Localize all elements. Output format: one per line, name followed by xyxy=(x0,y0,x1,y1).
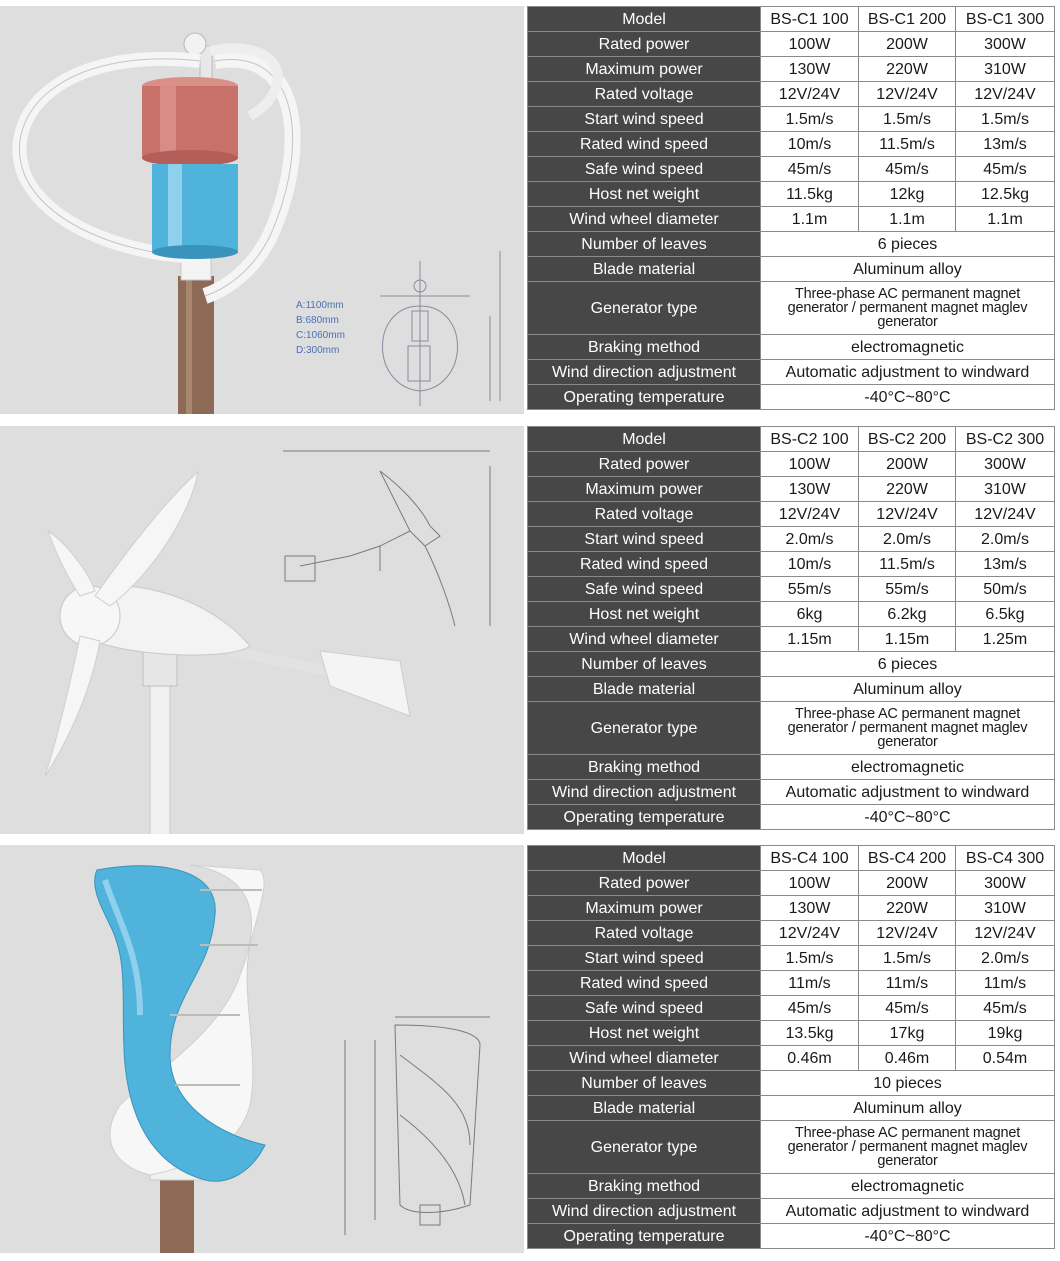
value-cell: Automatic adjustment to windward xyxy=(761,1199,1055,1224)
model-cell: BS-C2 100 xyxy=(761,427,859,452)
value-cell: -40°C~80°C xyxy=(761,1224,1055,1249)
table-row xyxy=(528,780,1055,805)
spec-table-c2 xyxy=(527,426,1055,830)
table-row xyxy=(528,32,1055,57)
value-cell: 6.5kg xyxy=(956,602,1055,627)
model-cell: BS-C2 300 xyxy=(956,427,1055,452)
row-label: Number of leaves xyxy=(528,1071,761,1096)
row-label: Wind wheel diameter xyxy=(528,207,761,232)
table-row xyxy=(528,896,1055,921)
value-cell: 220W xyxy=(859,896,956,921)
product-image-c4 xyxy=(0,845,524,1253)
value-cell: Automatic adjustment to windward xyxy=(761,360,1055,385)
value-cell: 2.0m/s xyxy=(956,527,1055,552)
value-cell: -40°C~80°C xyxy=(761,385,1055,410)
value-cell: 11.5m/s xyxy=(859,552,956,577)
turbine-c4-illustration xyxy=(0,845,524,1253)
product-image-c1 xyxy=(0,6,524,414)
row-label: Wind wheel diameter xyxy=(528,1046,761,1071)
row-label: Generator type xyxy=(528,282,761,335)
value-cell: 1.5m/s xyxy=(761,107,859,132)
table-row xyxy=(528,257,1055,282)
model-cell: BS-C4 300 xyxy=(956,846,1055,871)
table-row xyxy=(528,1121,1055,1174)
value-cell: 100W xyxy=(761,452,859,477)
value-cell: 12V/24V xyxy=(761,502,859,527)
pole-c2 xyxy=(150,676,170,834)
value-cell: Three-phase AC permanent magnet generator / permanent magnet maglev generator xyxy=(761,702,1055,755)
value-cell: 1.5m/s xyxy=(859,946,956,971)
dimension-drawing-c2 xyxy=(283,451,490,626)
blue-drum-c1 xyxy=(152,164,238,252)
row-label: Rated power xyxy=(528,32,761,57)
table-row xyxy=(528,921,1055,946)
table-row xyxy=(528,946,1055,971)
dimension-drawing-c1 xyxy=(380,251,500,406)
row-label: Start wind speed xyxy=(528,107,761,132)
value-cell: 50m/s xyxy=(956,577,1055,602)
table-row xyxy=(528,996,1055,1021)
table-row xyxy=(528,552,1055,577)
dimension-b: B:680mm xyxy=(296,315,339,326)
blade-c2 xyxy=(48,531,95,596)
value-cell: 12V/24V xyxy=(956,921,1055,946)
value-cell: 45m/s xyxy=(859,157,956,182)
product-panel-c4 xyxy=(0,845,1060,1253)
row-label: Blade material xyxy=(528,677,761,702)
table-row xyxy=(528,1021,1055,1046)
row-label: Operating temperature xyxy=(528,805,761,830)
value-cell: 12V/24V xyxy=(956,82,1055,107)
value-cell: 2.0m/s xyxy=(956,946,1055,971)
row-label: Model xyxy=(528,7,761,32)
value-cell: 300W xyxy=(956,452,1055,477)
value-cell: 6 pieces xyxy=(761,232,1055,257)
value-cell: 100W xyxy=(761,32,859,57)
value-cell: 45m/s xyxy=(761,157,859,182)
row-label: Rated power xyxy=(528,871,761,896)
model-cell: BS-C4 200 xyxy=(859,846,956,871)
table-row xyxy=(528,627,1055,652)
value-cell: 1.15m xyxy=(761,627,859,652)
value-cell: 200W xyxy=(859,871,956,896)
table-row xyxy=(528,971,1055,996)
row-label: Safe wind speed xyxy=(528,157,761,182)
value-cell: 6 pieces xyxy=(761,652,1055,677)
row-label: Rated power xyxy=(528,452,761,477)
value-cell: 130W xyxy=(761,896,859,921)
value-cell: 200W xyxy=(859,452,956,477)
row-label: Model xyxy=(528,427,761,452)
value-cell: 130W xyxy=(761,57,859,82)
value-cell: 2.0m/s xyxy=(859,527,956,552)
row-label: Generator type xyxy=(528,1121,761,1174)
blade-c2 xyxy=(95,472,198,606)
row-label: Host net weight xyxy=(528,1021,761,1046)
row-label: Start wind speed xyxy=(528,527,761,552)
product-image-c2 xyxy=(0,426,524,834)
row-label: Wind direction adjustment xyxy=(528,1199,761,1224)
value-cell: -40°C~80°C xyxy=(761,805,1055,830)
dimension-list-c1 xyxy=(296,298,345,358)
table-row xyxy=(528,427,1055,452)
value-cell: 45m/s xyxy=(761,996,859,1021)
model-cell: BS-C1 300 xyxy=(956,7,1055,32)
row-label: Rated voltage xyxy=(528,921,761,946)
table-row xyxy=(528,232,1055,257)
table-row xyxy=(528,1046,1055,1071)
dimension-drawing-c4 xyxy=(345,1017,490,1235)
value-cell: 310W xyxy=(956,477,1055,502)
table-row xyxy=(528,182,1055,207)
value-cell: electromagnetic xyxy=(761,755,1055,780)
value-cell: 10m/s xyxy=(761,132,859,157)
row-label: Rated wind speed xyxy=(528,971,761,996)
table-row xyxy=(528,385,1055,410)
row-label: Rated voltage xyxy=(528,82,761,107)
model-cell: BS-C1 200 xyxy=(859,7,956,32)
value-cell: 12.5kg xyxy=(956,182,1055,207)
value-cell: 45m/s xyxy=(956,996,1055,1021)
table-row xyxy=(528,1224,1055,1249)
value-cell: 17kg xyxy=(859,1021,956,1046)
table-row xyxy=(528,846,1055,871)
spec-table-c1 xyxy=(527,6,1055,410)
row-label: Rated voltage xyxy=(528,502,761,527)
value-cell: Aluminum alloy xyxy=(761,1096,1055,1121)
row-label: Operating temperature xyxy=(528,385,761,410)
value-cell: 1.25m xyxy=(956,627,1055,652)
table-row xyxy=(528,702,1055,755)
turbine-c2-illustration xyxy=(0,426,524,834)
dimension-c: C:1060mm xyxy=(296,330,345,341)
model-cell: BS-C2 200 xyxy=(859,427,956,452)
value-cell: Automatic adjustment to windward xyxy=(761,780,1055,805)
row-label: Maximum power xyxy=(528,896,761,921)
row-label: Rated wind speed xyxy=(528,132,761,157)
row-label: Wind direction adjustment xyxy=(528,780,761,805)
value-cell: 220W xyxy=(859,477,956,502)
value-cell: 11m/s xyxy=(859,971,956,996)
table-row xyxy=(528,452,1055,477)
value-cell: 1.1m xyxy=(859,207,956,232)
value-cell: 6kg xyxy=(761,602,859,627)
value-cell: 12V/24V xyxy=(859,921,956,946)
value-cell: 10m/s xyxy=(761,552,859,577)
table-row xyxy=(528,871,1055,896)
value-cell: electromagnetic xyxy=(761,335,1055,360)
value-cell: 19kg xyxy=(956,1021,1055,1046)
table-row xyxy=(528,805,1055,830)
model-cell: BS-C1 100 xyxy=(761,7,859,32)
value-cell: Aluminum alloy xyxy=(761,677,1055,702)
row-label: Host net weight xyxy=(528,602,761,627)
value-cell: 1.15m xyxy=(859,627,956,652)
row-label: Number of leaves xyxy=(528,652,761,677)
product-panel-c2 xyxy=(0,426,1060,834)
value-cell: 55m/s xyxy=(761,577,859,602)
value-cell: 12kg xyxy=(859,182,956,207)
model-cell: BS-C4 100 xyxy=(761,846,859,871)
value-cell: 300W xyxy=(956,871,1055,896)
value-cell: 11m/s xyxy=(761,971,859,996)
dimension-d: D:300mm xyxy=(296,345,340,356)
table-row xyxy=(528,602,1055,627)
table-row xyxy=(528,1174,1055,1199)
value-cell: 12V/24V xyxy=(761,921,859,946)
value-cell: 1.1m xyxy=(956,207,1055,232)
table-row xyxy=(528,57,1055,82)
table-row xyxy=(528,477,1055,502)
value-cell: 13.5kg xyxy=(761,1021,859,1046)
table-row xyxy=(528,7,1055,32)
value-cell: 310W xyxy=(956,896,1055,921)
table-row xyxy=(528,577,1055,602)
value-cell: 12V/24V xyxy=(859,502,956,527)
value-cell: 55m/s xyxy=(859,577,956,602)
blade-c2 xyxy=(45,636,100,776)
value-cell: 130W xyxy=(761,477,859,502)
table-row xyxy=(528,107,1055,132)
value-cell: 1.5m/s xyxy=(859,107,956,132)
row-label: Number of leaves xyxy=(528,232,761,257)
value-cell: Three-phase AC permanent magnet generator / permanent magnet maglev generator xyxy=(761,282,1055,335)
row-label: Rated wind speed xyxy=(528,552,761,577)
dimension-a: A:1100mm xyxy=(296,300,344,311)
table-row xyxy=(528,527,1055,552)
table-row xyxy=(528,132,1055,157)
row-label: Model xyxy=(528,846,761,871)
table-row xyxy=(528,1199,1055,1224)
row-label: Start wind speed xyxy=(528,946,761,971)
row-label: Operating temperature xyxy=(528,1224,761,1249)
value-cell: 1.5m/s xyxy=(761,946,859,971)
table-row xyxy=(528,1071,1055,1096)
row-label: Safe wind speed xyxy=(528,996,761,1021)
value-cell: 1.5m/s xyxy=(956,107,1055,132)
table-row xyxy=(528,335,1055,360)
value-cell: 10 pieces xyxy=(761,1071,1055,1096)
table-row xyxy=(528,652,1055,677)
row-label: Braking method xyxy=(528,335,761,360)
value-cell: 11m/s xyxy=(956,971,1055,996)
value-cell: 200W xyxy=(859,32,956,57)
value-cell: 45m/s xyxy=(859,996,956,1021)
value-cell: 11.5kg xyxy=(761,182,859,207)
table-row xyxy=(528,282,1055,335)
red-drum-c1 xyxy=(142,86,238,158)
product-panel-c1 xyxy=(0,6,1060,414)
row-label: Wind direction adjustment xyxy=(528,360,761,385)
table-row xyxy=(528,755,1055,780)
value-cell: 12V/24V xyxy=(761,82,859,107)
row-label: Blade material xyxy=(528,1096,761,1121)
value-cell: 12V/24V xyxy=(956,502,1055,527)
spec-table-c4 xyxy=(527,845,1055,1249)
table-row xyxy=(528,157,1055,182)
value-cell: 2.0m/s xyxy=(761,527,859,552)
value-cell: 13m/s xyxy=(956,552,1055,577)
table-row xyxy=(528,677,1055,702)
row-label: Braking method xyxy=(528,1174,761,1199)
value-cell: 220W xyxy=(859,57,956,82)
row-label: Host net weight xyxy=(528,182,761,207)
value-cell: 13m/s xyxy=(956,132,1055,157)
value-cell: 11.5m/s xyxy=(859,132,956,157)
turbine-c1-illustration xyxy=(0,6,524,414)
table-row xyxy=(528,360,1055,385)
value-cell: 310W xyxy=(956,57,1055,82)
row-label: Wind wheel diameter xyxy=(528,627,761,652)
table-row xyxy=(528,207,1055,232)
value-cell: 100W xyxy=(761,871,859,896)
value-cell: 12V/24V xyxy=(859,82,956,107)
row-label: Braking method xyxy=(528,755,761,780)
value-cell: Three-phase AC permanent magnet generator / permanent magnet maglev generator xyxy=(761,1121,1055,1174)
row-label: Blade material xyxy=(528,257,761,282)
row-label: Maximum power xyxy=(528,477,761,502)
mast-c4 xyxy=(160,1175,194,1253)
value-cell: 1.1m xyxy=(761,207,859,232)
value-cell: Aluminum alloy xyxy=(761,257,1055,282)
row-label: Generator type xyxy=(528,702,761,755)
value-cell: electromagnetic xyxy=(761,1174,1055,1199)
value-cell: 0.54m xyxy=(956,1046,1055,1071)
row-label: Safe wind speed xyxy=(528,577,761,602)
row-label: Maximum power xyxy=(528,57,761,82)
table-row xyxy=(528,1096,1055,1121)
value-cell: 0.46m xyxy=(761,1046,859,1071)
tail-fin-c2 xyxy=(320,651,410,716)
table-row xyxy=(528,502,1055,527)
table-row xyxy=(528,82,1055,107)
value-cell: 300W xyxy=(956,32,1055,57)
value-cell: 45m/s xyxy=(956,157,1055,182)
value-cell: 6.2kg xyxy=(859,602,956,627)
value-cell: 0.46m xyxy=(859,1046,956,1071)
